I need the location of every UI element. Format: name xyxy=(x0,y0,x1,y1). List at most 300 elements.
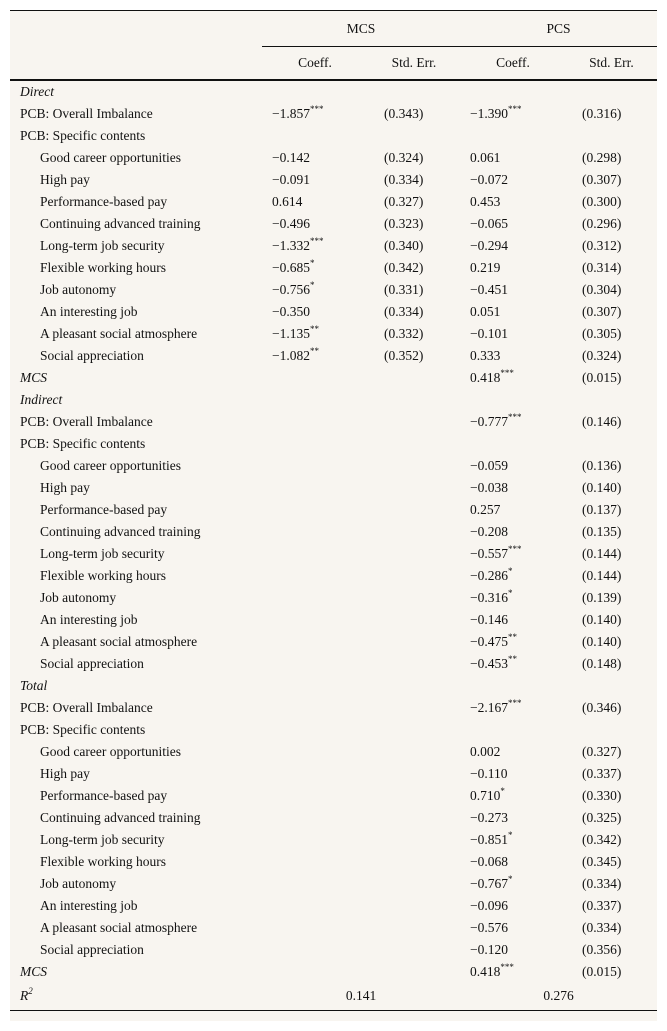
table-row xyxy=(10,917,657,939)
table-row xyxy=(10,103,657,125)
pcs-coeff-cell-value: −0.294 xyxy=(470,238,508,253)
mcs-stderr-cell xyxy=(368,565,460,587)
mcs-coeff-cell xyxy=(262,917,368,939)
pcs-stderr-cell: (0.135) xyxy=(582,524,622,539)
significance-stars: * xyxy=(310,279,315,290)
significance-stars: *** xyxy=(508,543,522,554)
pcs-coeff-cell xyxy=(460,147,566,169)
pcs-stderr-cell: (0.345) xyxy=(582,854,622,869)
row-label: PCB: Overall Imbalance xyxy=(20,700,153,715)
table-row xyxy=(10,719,657,741)
mcs-stderr-cell xyxy=(368,961,460,983)
mcs-coeff-cell xyxy=(262,807,368,829)
pcs-stderr-cell: (0.015) xyxy=(582,370,622,385)
row-label: Continuing advanced training xyxy=(40,810,201,825)
mcs-stderr-cell xyxy=(368,697,460,719)
mcs-coeff-cell xyxy=(262,719,368,741)
mcs-stderr-cell xyxy=(368,587,460,609)
mcs-stderr-cell xyxy=(368,807,460,829)
row-label: An interesting job xyxy=(40,304,138,319)
section-label: Indirect xyxy=(20,392,63,407)
pcs-stderr-cell: (0.312) xyxy=(582,238,622,253)
significance-stars: * xyxy=(508,873,513,884)
pcs-coeff-cell xyxy=(460,169,566,191)
table-row xyxy=(10,741,657,763)
mcs-stderr-cell xyxy=(368,455,460,477)
mcs-stderr-cell xyxy=(368,675,460,697)
row-label: Job autonomy xyxy=(40,282,117,297)
pcs-stderr-cell: (0.327) xyxy=(582,744,622,759)
pcs-stderr-cell: (0.342) xyxy=(582,832,622,847)
pcs-stderr-cell xyxy=(566,719,657,741)
header-pcs xyxy=(460,11,657,47)
table-row xyxy=(10,587,657,609)
mcs-coeff-cell xyxy=(262,477,368,499)
mcs-stderr-cell xyxy=(368,80,460,103)
significance-stars: *** xyxy=(500,961,514,972)
mcs-coeff-cell xyxy=(262,939,368,961)
mcs-coeff-cell xyxy=(262,147,368,169)
mcs-coeff-cell xyxy=(262,829,368,851)
pcs-coeff-cell xyxy=(460,565,566,587)
pcs-coeff-cell xyxy=(460,873,566,895)
pcs-coeff-cell-value: −0.286 xyxy=(470,568,508,583)
table-row xyxy=(10,631,657,653)
pcs-coeff-cell xyxy=(460,785,566,807)
pcs-coeff-cell xyxy=(460,455,566,477)
r2-mcs: 0.141 xyxy=(345,988,377,1004)
pcs-stderr-cell: (0.334) xyxy=(582,876,622,891)
pcs-coeff-cell-value: 0.061 xyxy=(470,150,501,165)
pcs-coeff-cell-value: −0.110 xyxy=(470,766,508,781)
pcs-coeff-cell xyxy=(460,411,566,433)
table-row xyxy=(10,345,657,367)
mcs-stderr-cell xyxy=(368,873,460,895)
significance-stars: ** xyxy=(508,653,517,664)
mcs-coeff-cell-value: −0.091 xyxy=(272,172,310,187)
mcs-stderr-cell xyxy=(368,631,460,653)
pcs-coeff-cell-value: −0.096 xyxy=(470,898,508,913)
mcs-coeff-cell-value: −0.496 xyxy=(272,216,310,231)
pcs-stderr-cell: (0.356) xyxy=(582,942,622,957)
mcs-coeff-cell xyxy=(262,675,368,697)
pcs-coeff-cell xyxy=(460,389,566,411)
table-row xyxy=(10,323,657,345)
mcs-stderr-cell: (0.331) xyxy=(384,282,424,297)
significance-stars: * xyxy=(500,785,505,796)
row-label: PCB: Overall Imbalance xyxy=(20,106,153,121)
row-label: PCB: Specific contents xyxy=(20,128,146,143)
pcs-coeff-cell-value: 0.453 xyxy=(470,194,501,209)
row-label: Performance-based pay xyxy=(40,194,168,209)
significance-stars: *** xyxy=(500,367,514,378)
pcs-coeff-cell-value: −0.557 xyxy=(470,546,508,561)
mcs-coeff-cell xyxy=(262,455,368,477)
table-row xyxy=(10,279,657,301)
pcs-coeff-cell-value: −2.167 xyxy=(470,700,508,715)
pcs-coeff-cell-value: 0.051 xyxy=(470,304,501,319)
significance-stars: ** xyxy=(310,323,319,334)
header-pcs-label: PCS xyxy=(546,20,571,36)
significance-stars: *** xyxy=(310,235,324,246)
row-label: Long-term job security xyxy=(40,238,165,253)
mcs-coeff-cell-value: −0.350 xyxy=(272,304,310,319)
table-row xyxy=(10,895,657,917)
table-body xyxy=(10,80,657,983)
mcs-stderr-cell xyxy=(368,785,460,807)
mcs-stderr-cell: (0.327) xyxy=(384,194,424,209)
results-table-panel xyxy=(10,10,657,1021)
pcs-stderr-cell xyxy=(566,675,657,697)
pcs-coeff-cell xyxy=(460,521,566,543)
pcs-stderr-cell: (0.304) xyxy=(582,282,622,297)
pcs-coeff-cell xyxy=(460,939,566,961)
row-label: Flexible working hours xyxy=(40,568,166,583)
header-mcs-label: MCS xyxy=(346,20,376,36)
table-row xyxy=(10,147,657,169)
pcs-coeff-cell-value: 0.257 xyxy=(470,502,501,517)
mcs-coeff-cell xyxy=(262,235,368,257)
table-row xyxy=(10,169,657,191)
mcs-coeff-cell-value: −0.142 xyxy=(272,150,310,165)
row-label: Long-term job security xyxy=(40,832,165,847)
significance-stars: *** xyxy=(508,103,522,114)
table-row xyxy=(10,499,657,521)
pcs-stderr-cell: (0.325) xyxy=(582,810,622,825)
pcs-coeff-cell xyxy=(460,587,566,609)
mcs-stderr-cell xyxy=(368,917,460,939)
mcs-stderr-cell xyxy=(368,719,460,741)
pcs-stderr-cell: (0.330) xyxy=(582,788,622,803)
mcs-coeff-cell xyxy=(262,125,368,147)
pcs-stderr-cell: (0.139) xyxy=(582,590,622,605)
table-row xyxy=(10,477,657,499)
mcs-stderr-cell xyxy=(368,411,460,433)
pcs-stderr-cell: (0.337) xyxy=(582,766,622,781)
pcs-coeff-cell xyxy=(460,829,566,851)
pcs-coeff-cell-value: −0.059 xyxy=(470,458,508,473)
pcs-coeff-cell-value: −0.316 xyxy=(470,590,508,605)
pcs-coeff-cell xyxy=(460,323,566,345)
mcs-coeff-cell xyxy=(262,895,368,917)
header-mcs xyxy=(262,11,460,47)
mcs-stderr-cell xyxy=(368,367,460,389)
pcs-coeff-cell-value: −0.120 xyxy=(470,942,508,957)
mcs-stderr-cell: (0.342) xyxy=(384,260,424,275)
mcs-coeff-cell xyxy=(262,785,368,807)
pcs-coeff-cell xyxy=(460,807,566,829)
pcs-coeff-cell-value: −0.065 xyxy=(470,216,508,231)
table-row xyxy=(10,301,657,323)
table-row xyxy=(10,873,657,895)
table-row xyxy=(10,257,657,279)
mcs-coeff-cell xyxy=(262,653,368,675)
mcs-coeff-cell xyxy=(262,521,368,543)
mcs-coeff-cell xyxy=(262,851,368,873)
table-row xyxy=(10,125,657,147)
row-label: Good career opportunities xyxy=(40,744,181,759)
significance-stars: ** xyxy=(310,345,319,356)
mcs-stderr-cell xyxy=(368,763,460,785)
pcs-coeff-cell-value: −0.576 xyxy=(470,920,508,935)
pcs-stderr-cell: (0.137) xyxy=(582,502,622,517)
pcs-coeff-cell xyxy=(460,961,566,983)
mcs-stderr-cell xyxy=(368,433,460,455)
mcs-coeff-cell-value: 0.614 xyxy=(272,194,303,209)
pcs-coeff-cell xyxy=(460,433,566,455)
pcs-stderr-cell: (0.346) xyxy=(582,700,622,715)
section-label: Total xyxy=(20,678,48,693)
pcs-coeff-cell xyxy=(460,631,566,653)
table-row xyxy=(10,697,657,719)
header-empty-2 xyxy=(10,47,262,81)
r2-label-sup: 2 xyxy=(28,985,33,996)
pcs-coeff-cell-value: −0.146 xyxy=(470,612,508,627)
pcs-stderr-cell: (0.324) xyxy=(582,348,622,363)
pcs-coeff-cell xyxy=(460,367,566,389)
mcs-stderr-cell: (0.323) xyxy=(384,216,424,231)
header-row-groups xyxy=(10,11,657,47)
section-label: MCS xyxy=(20,370,47,385)
mcs-coeff-cell xyxy=(262,609,368,631)
table-row xyxy=(10,191,657,213)
mcs-coeff-cell-value: −1.857 xyxy=(272,106,310,121)
mcs-coeff-cell-value: −1.332 xyxy=(272,238,310,253)
row-label: Job autonomy xyxy=(40,590,117,605)
pcs-coeff-cell xyxy=(460,675,566,697)
mcs-coeff-cell xyxy=(262,191,368,213)
pcs-stderr-cell xyxy=(566,433,657,455)
table-row xyxy=(10,389,657,411)
pcs-coeff-cell-value: −0.038 xyxy=(470,480,508,495)
pcs-coeff-cell xyxy=(460,917,566,939)
pcs-coeff-cell-value: 0.418 xyxy=(470,964,501,979)
mcs-stderr-cell xyxy=(368,477,460,499)
table-row xyxy=(10,235,657,257)
pcs-coeff-cell-value: −0.072 xyxy=(470,172,508,187)
pcs-stderr-cell: (0.307) xyxy=(582,172,622,187)
pcs-coeff-cell xyxy=(460,741,566,763)
row-label: A pleasant social atmosphere xyxy=(40,326,198,341)
pcs-coeff-cell-value: −0.101 xyxy=(470,326,508,341)
pcs-stderr-cell: (0.307) xyxy=(582,304,622,319)
significance-stars: *** xyxy=(310,103,324,114)
pcs-coeff-cell xyxy=(460,543,566,565)
mcs-stderr-cell xyxy=(368,499,460,521)
mcs-coeff-cell xyxy=(262,961,368,983)
mcs-coeff-cell-value: −0.756 xyxy=(272,282,310,297)
significance-stars: *** xyxy=(508,697,522,708)
mcs-stderr-cell: (0.352) xyxy=(384,348,424,363)
row-label: High pay xyxy=(40,172,90,187)
table-row xyxy=(10,675,657,697)
row-label: Continuing advanced training xyxy=(40,524,201,539)
header-mcs-coeff: Coeff. xyxy=(262,47,368,81)
pcs-coeff-cell-value: −0.767 xyxy=(470,876,508,891)
mcs-coeff-cell xyxy=(262,411,368,433)
row-label: Flexible working hours xyxy=(40,854,166,869)
pcs-coeff-cell xyxy=(460,301,566,323)
pcs-coeff-cell xyxy=(460,235,566,257)
regression-table xyxy=(10,10,657,1011)
pcs-coeff-cell xyxy=(460,103,566,125)
pcs-coeff-cell xyxy=(460,851,566,873)
row-label: Social appreciation xyxy=(40,942,144,957)
table-row xyxy=(10,763,657,785)
table-row xyxy=(10,521,657,543)
significance-stars: * xyxy=(508,565,513,576)
table-row xyxy=(10,829,657,851)
row-label: PCB: Specific contents xyxy=(20,722,146,737)
mcs-stderr-cell: (0.324) xyxy=(384,150,424,165)
row-label: An interesting job xyxy=(40,898,138,913)
row-label: A pleasant social atmosphere xyxy=(40,634,198,649)
mcs-stderr-cell xyxy=(368,829,460,851)
significance-stars: ** xyxy=(508,631,517,642)
mcs-stderr-cell: (0.343) xyxy=(384,106,424,121)
mcs-coeff-cell-value: −1.082 xyxy=(272,348,310,363)
mcs-stderr-cell xyxy=(368,521,460,543)
pcs-coeff-cell-value: 0.219 xyxy=(470,260,501,275)
mcs-stderr-cell: (0.332) xyxy=(384,326,424,341)
row-label: PCB: Overall Imbalance xyxy=(20,414,153,429)
significance-stars: * xyxy=(310,257,315,268)
mcs-coeff-cell xyxy=(262,367,368,389)
row-label: Performance-based pay xyxy=(40,502,168,517)
mcs-coeff-cell xyxy=(262,80,368,103)
pcs-stderr-cell: (0.140) xyxy=(582,480,622,495)
mcs-coeff-cell xyxy=(262,213,368,235)
row-label: PCB: Specific contents xyxy=(20,436,146,451)
significance-stars: * xyxy=(508,587,513,598)
pcs-coeff-cell-value: −0.273 xyxy=(470,810,508,825)
mcs-stderr-cell: (0.334) xyxy=(384,172,424,187)
pcs-coeff-cell xyxy=(460,697,566,719)
pcs-coeff-cell xyxy=(460,895,566,917)
mcs-coeff-cell xyxy=(262,103,368,125)
mcs-stderr-cell xyxy=(368,895,460,917)
mcs-coeff-cell xyxy=(262,741,368,763)
mcs-coeff-cell xyxy=(262,763,368,785)
table-row xyxy=(10,213,657,235)
pcs-stderr-cell: (0.337) xyxy=(582,898,622,913)
mcs-stderr-cell xyxy=(368,609,460,631)
row-label: A pleasant social atmosphere xyxy=(40,920,198,935)
pcs-stderr-cell: (0.144) xyxy=(582,546,622,561)
pcs-coeff-cell xyxy=(460,763,566,785)
pcs-coeff-cell-value: −0.475 xyxy=(470,634,508,649)
header-pcs-stderr: Std. Err. xyxy=(566,47,657,81)
pcs-coeff-cell xyxy=(460,191,566,213)
row-label: Social appreciation xyxy=(40,656,144,671)
table-row xyxy=(10,653,657,675)
pcs-stderr-cell: (0.144) xyxy=(582,568,622,583)
pcs-stderr-cell: (0.305) xyxy=(582,326,622,341)
row-label: Continuing advanced training xyxy=(40,216,201,231)
table-row xyxy=(10,543,657,565)
mcs-coeff-cell xyxy=(262,873,368,895)
header-empty xyxy=(10,11,262,47)
r2-label xyxy=(10,983,262,1010)
r2-row xyxy=(10,983,657,1010)
table-row xyxy=(10,785,657,807)
table-row xyxy=(10,565,657,587)
pcs-coeff-cell-value: −1.390 xyxy=(470,106,508,121)
header-mcs-stderr: Std. Err. xyxy=(368,47,460,81)
pcs-coeff-cell-value: 0.710 xyxy=(470,788,501,803)
pcs-stderr-cell: (0.136) xyxy=(582,458,622,473)
mcs-coeff-cell xyxy=(262,323,368,345)
table-row xyxy=(10,433,657,455)
pcs-stderr-cell: (0.300) xyxy=(582,194,622,209)
mcs-stderr-cell xyxy=(368,389,460,411)
table-row xyxy=(10,939,657,961)
pcs-coeff-cell-value: 0.002 xyxy=(470,744,501,759)
pcs-stderr-cell: (0.314) xyxy=(582,260,622,275)
section-label: Direct xyxy=(20,84,54,99)
pcs-coeff-cell xyxy=(460,477,566,499)
pcs-coeff-cell-value: 0.333 xyxy=(470,348,501,363)
mcs-coeff-cell xyxy=(262,301,368,323)
significance-stars: *** xyxy=(508,411,522,422)
pcs-coeff-cell-value: −0.068 xyxy=(470,854,508,869)
row-label: Good career opportunities xyxy=(40,458,181,473)
header-pcs-coeff: Coeff. xyxy=(460,47,566,81)
table-row xyxy=(10,411,657,433)
mcs-stderr-cell xyxy=(368,939,460,961)
pcs-coeff-cell xyxy=(460,653,566,675)
pcs-stderr-cell: (0.015) xyxy=(582,964,622,979)
pcs-stderr-cell: (0.334) xyxy=(582,920,622,935)
pcs-stderr-cell: (0.148) xyxy=(582,656,622,671)
pcs-coeff-cell xyxy=(460,719,566,741)
mcs-coeff-cell xyxy=(262,279,368,301)
row-label: Long-term job security xyxy=(40,546,165,561)
table-row xyxy=(10,609,657,631)
row-label: Job autonomy xyxy=(40,876,117,891)
mcs-coeff-cell xyxy=(262,697,368,719)
mcs-coeff-cell xyxy=(262,543,368,565)
row-label: Social appreciation xyxy=(40,348,144,363)
mcs-coeff-cell xyxy=(262,631,368,653)
pcs-coeff-cell-value: −0.208 xyxy=(470,524,508,539)
row-label: Good career opportunities xyxy=(40,150,181,165)
mcs-coeff-cell-value: −0.685 xyxy=(272,260,310,275)
pcs-stderr-cell: (0.140) xyxy=(582,612,622,627)
mcs-stderr-cell xyxy=(368,851,460,873)
table-row xyxy=(10,455,657,477)
pcs-coeff-cell-value: −0.453 xyxy=(470,656,508,671)
mcs-stderr-cell xyxy=(368,653,460,675)
pcs-coeff-cell xyxy=(460,499,566,521)
pcs-coeff-cell xyxy=(460,257,566,279)
mcs-coeff-cell xyxy=(262,345,368,367)
mcs-stderr-cell: (0.340) xyxy=(384,238,424,253)
pcs-coeff-cell xyxy=(460,345,566,367)
mcs-stderr-cell xyxy=(368,741,460,763)
mcs-coeff-cell xyxy=(262,587,368,609)
pcs-coeff-cell xyxy=(460,279,566,301)
pcs-coeff-cell xyxy=(460,213,566,235)
mcs-coeff-cell xyxy=(262,499,368,521)
mcs-coeff-cell-value: −1.135 xyxy=(272,326,310,341)
section-label: MCS xyxy=(20,964,47,979)
pcs-coeff-cell xyxy=(460,125,566,147)
table-row xyxy=(10,961,657,983)
row-label: High pay xyxy=(40,480,90,495)
r2-pcs: 0.276 xyxy=(543,988,574,1004)
pcs-coeff-cell-value: 0.418 xyxy=(470,370,501,385)
